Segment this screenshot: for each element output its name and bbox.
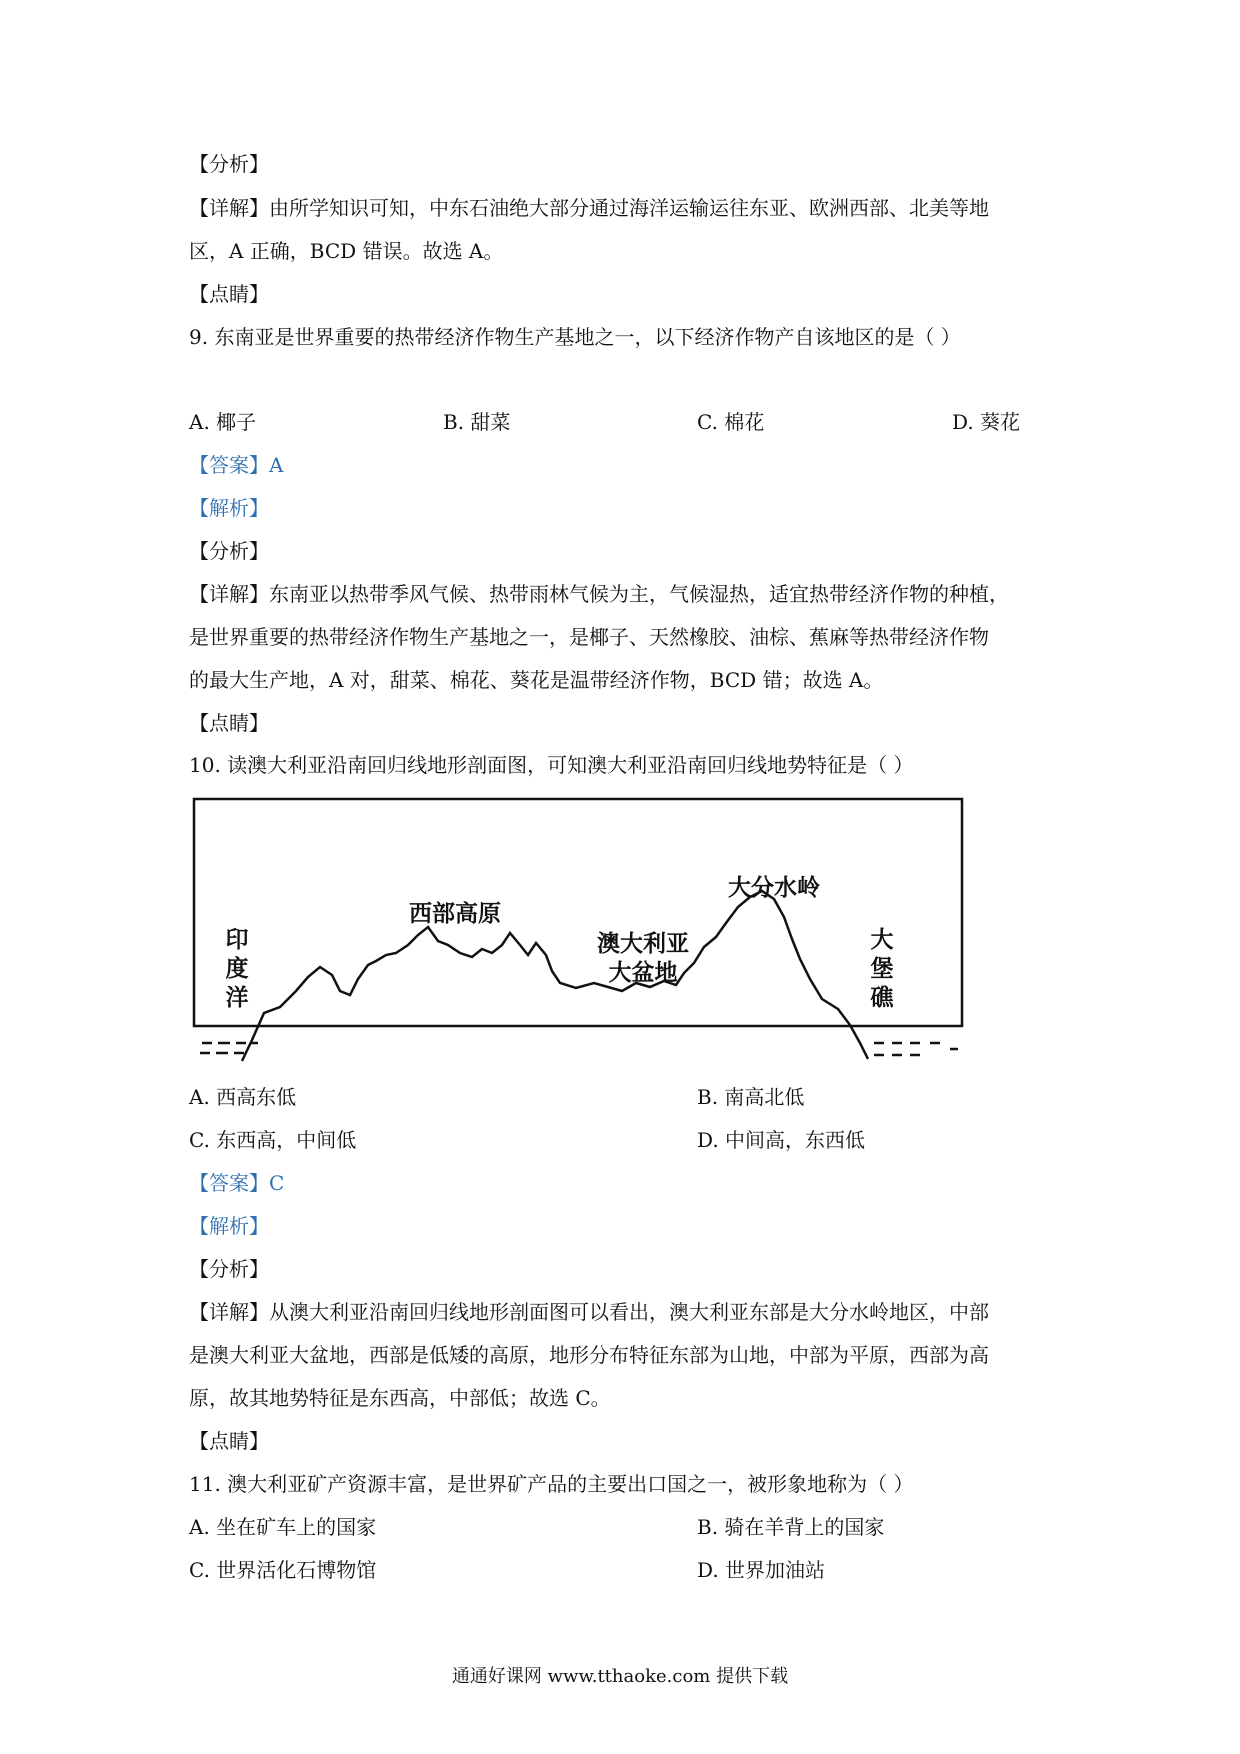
q9-stem: 9. 东南亚是世界重要的热带经济作物生产基地之一，以下经济作物产自该地区的是（ ） xyxy=(189,325,961,349)
great-basin-label-1: 澳大利亚 xyxy=(597,931,689,957)
q9-option-a: A. 椰子 xyxy=(189,410,257,434)
q9-option-d: D. 葵花 xyxy=(952,410,1021,434)
q8-detail-line-1: 【详解】由所学知识可知，中东石油绝大部分通过海洋运输运往东亚、欧洲西部、北美等地 xyxy=(189,196,989,220)
q8-detail-line-2: 区，A 正确，BCD 错误。故选 A。 xyxy=(189,239,504,263)
east-sea-dashes xyxy=(874,1043,958,1055)
q10-option-a: A. 西高东低 xyxy=(189,1085,297,1109)
great-dividing-range-label: 大分水岭 xyxy=(728,875,820,901)
q10-analysis-label: 【分析】 xyxy=(189,1257,269,1281)
terrain-profile-diagram xyxy=(190,795,970,1075)
indian-ocean-label-1: 印 xyxy=(225,927,249,953)
q9-answer: 【答案】A xyxy=(189,453,284,477)
great-basin-label-2: 大盆地 xyxy=(608,960,678,986)
q11-option-d: D. 世界加油站 xyxy=(697,1558,826,1582)
great-barrier-reef-label-2: 堡 xyxy=(870,956,894,982)
q10-detail-line-3: 原，故其地势特征是东西高，中部低；故选 C。 xyxy=(189,1386,611,1410)
q10-comment-label: 【点睛】 xyxy=(189,1429,269,1453)
great-barrier-reef-label-3: 礁 xyxy=(870,985,894,1011)
great-barrier-reef-label-1: 大 xyxy=(870,927,894,953)
q11-option-a: A. 坐在矿车上的国家 xyxy=(189,1515,377,1539)
q11-option-b: B. 骑在羊背上的国家 xyxy=(697,1515,885,1539)
page-footer: 通通好课网 www.tthaoke.com 提供下载 xyxy=(451,1666,789,1687)
q9-detail-line-2: 是世界重要的热带经济作物生产基地之一，是椰子、天然橡胶、油棕、蕉麻等热带经济作物 xyxy=(189,625,989,649)
q11-option-c: C. 世界活化石博物馆 xyxy=(189,1558,377,1582)
q9-detail-line-1: 【详解】东南亚以热带季风气候、热带雨林气候为主，气候湿热，适宜热带经济作物的种植， xyxy=(189,582,1009,606)
q10-explanation-label: 【解析】 xyxy=(189,1214,269,1238)
western-plateau-label: 西部高原 xyxy=(409,901,501,927)
q9-analysis-label: 【分析】 xyxy=(189,539,269,563)
indian-ocean-label-2: 度 xyxy=(225,956,249,982)
q9-option-b: B. 甜菜 xyxy=(443,410,511,434)
q10-option-c: C. 东西高，中间低 xyxy=(189,1128,357,1152)
q10-option-b: B. 南高北低 xyxy=(697,1085,805,1109)
q10-detail-line-2: 是澳大利亚大盆地，西部是低矮的高原，地形分布特征东部为山地，中部为平原，西部为高 xyxy=(189,1343,989,1367)
q10-answer: 【答案】C xyxy=(189,1171,285,1195)
q11-stem: 11. 澳大利亚矿产资源丰富，是世界矿产品的主要出口国之一，被形象地称为（ ） xyxy=(189,1472,914,1496)
terrain-profile-line xyxy=(242,891,868,1061)
q10-option-d: D. 中间高，东西低 xyxy=(697,1128,866,1152)
q9-comment-label: 【点睛】 xyxy=(189,711,269,735)
q8-comment-label: 【点睛】 xyxy=(189,282,269,306)
diagram-frame xyxy=(194,799,962,1026)
q9-explanation-label: 【解析】 xyxy=(189,496,269,520)
q8-analysis-label: 【分析】 xyxy=(189,152,269,176)
q10-stem: 10. 读澳大利亚沿南回归线地形剖面图，可知澳大利亚沿南回归线地势特征是（ ） xyxy=(189,753,914,777)
q9-option-c: C. 棉花 xyxy=(697,410,765,434)
q9-detail-line-3: 的最大生产地，A 对，甜菜、棉花、葵花是温带经济作物，BCD 错；故选 A。 xyxy=(189,668,884,692)
indian-ocean-label-3: 洋 xyxy=(225,985,249,1011)
q10-detail-line-1: 【详解】从澳大利亚沿南回归线地形剖面图可以看出，澳大利亚东部是大分水岭地区，中部 xyxy=(189,1300,989,1324)
